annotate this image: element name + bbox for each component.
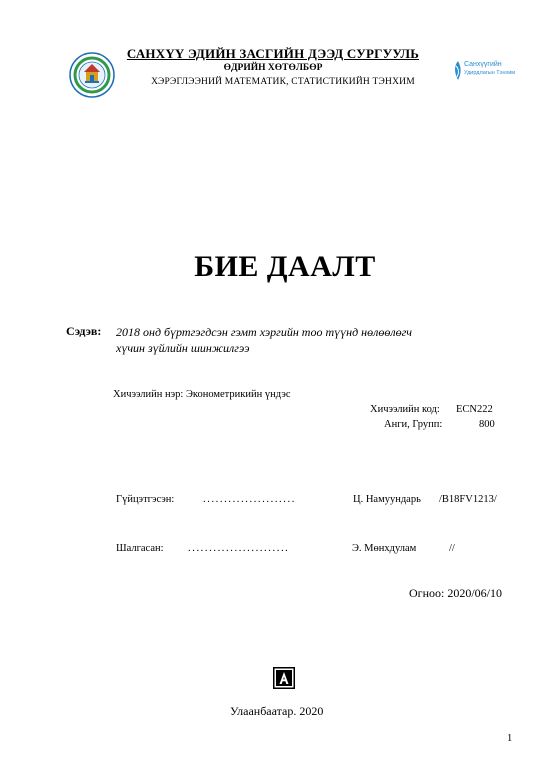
checked-by-id: // xyxy=(449,543,455,554)
class-group-value: 800 xyxy=(479,419,495,430)
topic-line-2: хүчин зүйлийн шинжилгээ xyxy=(116,341,250,355)
topic-text xyxy=(116,324,412,356)
performed-by-label: Гүйцэтгэсэн: xyxy=(116,494,175,505)
course-code-label: Хичээлийн код: xyxy=(370,404,440,415)
letter-a-logo xyxy=(273,667,295,689)
performed-by-name: Ц. Намуундарь xyxy=(353,494,421,505)
department-logo-text-2: Удирдлагын Тэнхим xyxy=(464,70,516,76)
checked-by-label: Шалгасан: xyxy=(116,543,164,554)
document-date: Огноо: 2020/06/10 xyxy=(409,586,503,600)
university-name: САНХҮҮ ЭДИЙН ЗАСГИЙН ДЭЭД СУРГУУЛЬ xyxy=(126,46,420,61)
course-code-value: ECN222 xyxy=(456,404,493,415)
performed-signature-line: ...................... xyxy=(203,494,296,505)
class-group-label: Анги, Групп: xyxy=(384,419,443,430)
department-logo-text-1: Санхүүгийн xyxy=(464,61,502,68)
page-number: 1 xyxy=(507,733,513,744)
topic-label: Сэдэв: xyxy=(66,324,102,338)
checked-by-name: Э. Мөнхдулам xyxy=(352,543,417,554)
program-name: ӨДРИЙН ХӨТӨЛБӨР xyxy=(223,63,323,73)
department-name: ХЭРЭГЛЭЭНИЙ МАТЕМАТИК, СТАТИСТИКИЙН ТЭНХИМ xyxy=(151,77,415,87)
checked-signature-line: ........................ xyxy=(188,543,290,554)
course-name: Хичээлийн нэр: Эконометрикийн үндэс xyxy=(113,389,291,400)
city-year: Улаанбаатар. 2020 xyxy=(230,704,324,718)
document-title: БИЕ ДААЛТ xyxy=(194,250,376,283)
topic-line-1: 2018 онд бүртгэгдсэн гэмт хэргийн тоо түүнд нөлөөлөгч xyxy=(116,325,412,339)
performed-by-id: /B18FV1213/ xyxy=(439,494,497,505)
